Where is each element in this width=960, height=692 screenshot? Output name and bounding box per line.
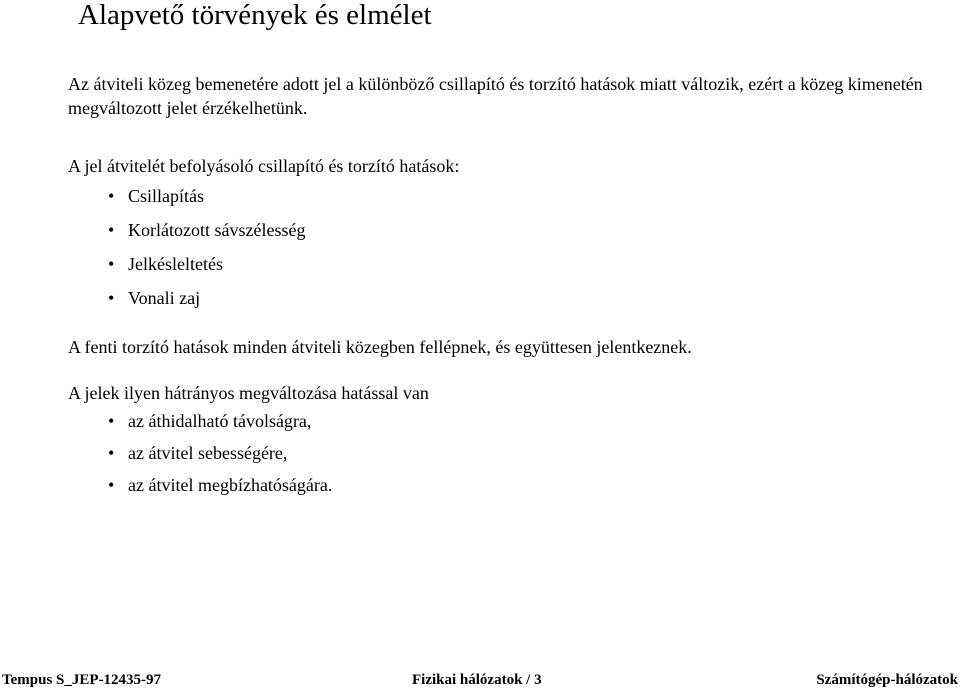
bullet-icon: •	[108, 186, 115, 206]
footer-course-name: Számítógép-hálózatok	[816, 672, 958, 688]
list-item	[68, 405, 429, 437]
list-item-text: az átvitel megbízhatóságára.	[128, 475, 333, 495]
page-title: Alapvető törvények és elmélet	[78, 0, 432, 31]
consequences-list	[68, 405, 429, 501]
list-item	[68, 247, 459, 281]
bullet-icon: •	[108, 443, 115, 463]
statement-text: A fenti torzító hatások minden átviteli közegben fellépnek, és együttesen jelentkeznek.	[68, 337, 692, 357]
bullet-icon: •	[108, 220, 115, 240]
list-item-text: Vonali zaj	[128, 288, 201, 308]
list-item	[68, 281, 459, 315]
intro-paragraph	[68, 72, 928, 120]
list-item	[68, 213, 459, 247]
list-item	[68, 437, 429, 469]
footer-page-label: Fizikai hálózatok / 3	[412, 672, 542, 688]
list-item-text: Korlátozott sávszélesség	[128, 220, 306, 240]
effects-section	[68, 155, 459, 315]
effects-heading: A jel átvitelét befolyásoló csillapító és torzító hatások:	[68, 156, 460, 176]
page-footer	[0, 670, 960, 692]
intro-text: Az átviteli közeg bemenetére adott jel a különböző csillapító és torzító hatások miatt változik, ezért a közeg kimenetén megváltozott jelet érzékelhetünk.	[68, 74, 923, 118]
bullet-icon: •	[108, 475, 115, 495]
effects-list	[68, 179, 459, 315]
list-item	[68, 469, 429, 501]
list-item-text: Csillapítás	[128, 186, 204, 206]
statement-paragraph	[68, 336, 692, 358]
list-item-text: az áthidalható távolságra,	[128, 411, 312, 431]
list-item-text: az átvitel sebességére,	[128, 443, 288, 463]
bullet-icon: •	[108, 254, 115, 274]
list-item-text: Jelkésleltetés	[128, 254, 223, 274]
consequences-heading: A jelek ilyen hátrányos megváltozása hatással van	[68, 383, 429, 403]
consequences-section	[68, 382, 429, 501]
bullet-icon: •	[108, 288, 115, 308]
bullet-icon: •	[108, 411, 115, 431]
footer-project-id: Tempus S_JEP-12435-97	[2, 672, 162, 688]
list-item	[68, 179, 459, 213]
